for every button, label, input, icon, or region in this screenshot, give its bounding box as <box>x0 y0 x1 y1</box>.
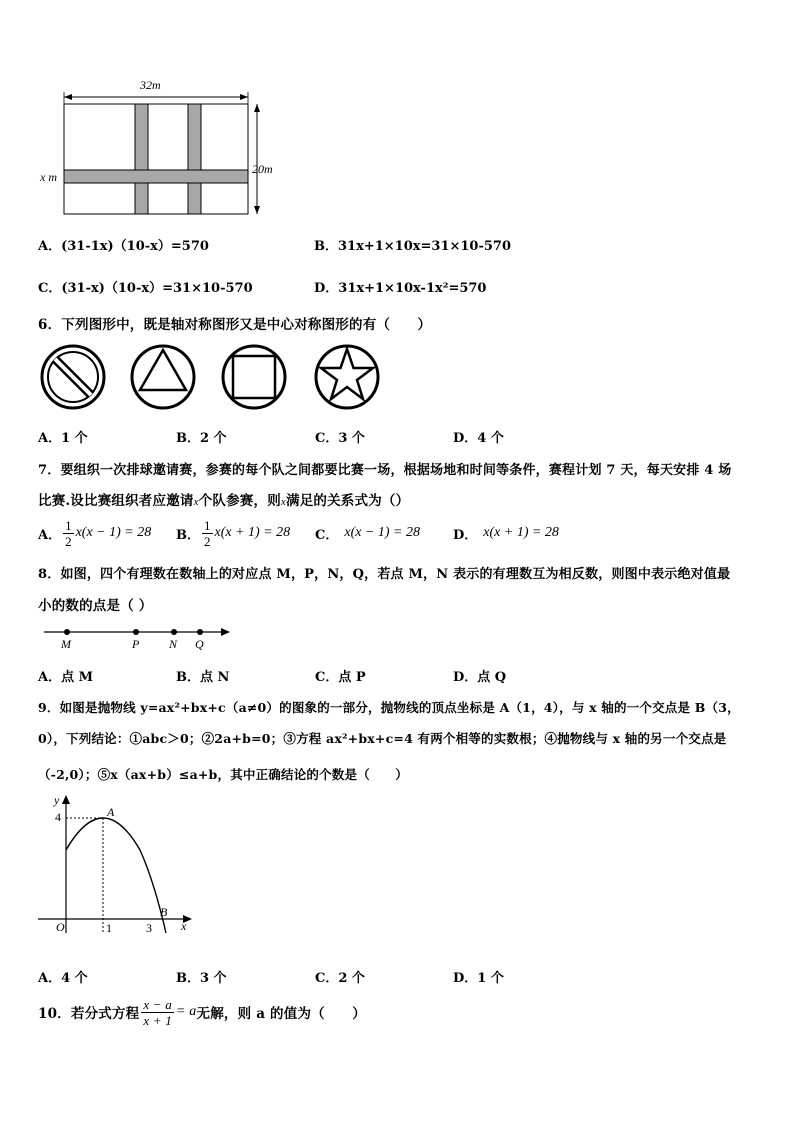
label-p: P <box>132 637 140 651</box>
point-q <box>197 629 203 635</box>
q9-parabola-graph <box>36 793 196 938</box>
point-n <box>171 629 177 635</box>
q9-option-d[interactable]: D．1 个 <box>453 971 504 986</box>
q6-option-c[interactable]: C．3 个 <box>315 431 365 446</box>
q7-option-d[interactable]: D． x(x + 1) = 28 <box>453 525 559 543</box>
q6-option-d[interactable]: D．4 个 <box>453 431 504 446</box>
y-tick-4: 4 <box>55 810 61 824</box>
road-width-label: x m <box>40 170 57 184</box>
q9-option-a[interactable]: A．4 个 <box>38 971 88 986</box>
q7-stem-line2: 比赛.设比赛组织者应邀请x个队参赛，则x满足的关系式为（） <box>38 493 410 509</box>
q5-option-d[interactable]: D．31x+1×10x-1x²=570 <box>314 281 487 296</box>
point-m <box>64 629 70 635</box>
height-label: 20m <box>252 162 273 176</box>
circle-with-bar-icon <box>42 346 104 408</box>
q8-stem-line1: 8．如图，四个有理数在数轴上的对应点 M，P，N，Q，若点 M，N 表示的有理数互为相反数，则图中表示绝对值最 <box>38 567 731 582</box>
rectangle-field-diagram <box>36 78 286 223</box>
q8-option-d[interactable]: D．点 Q <box>453 670 507 685</box>
label-m: M <box>61 637 71 651</box>
q8-option-a[interactable]: A．点 M <box>38 670 94 685</box>
q8-option-c[interactable]: C．点 P <box>315 670 366 685</box>
q6-option-b[interactable]: B．2 个 <box>176 431 227 446</box>
q8-option-b[interactable]: B．点 N <box>176 670 230 685</box>
width-label: 32m <box>140 78 161 92</box>
q7-option-a[interactable]: A． $\frac{1}{2}$ x(x − 1) = 28 <box>38 517 152 549</box>
q9-stem-line2: 0），下列结论：①abc＞0；②2a+b=0；③方程 ax²+bx+c=4 有两个相等的实数根；④抛物线与 x 轴的另一个交点是 <box>38 731 727 746</box>
parabola-curve <box>66 818 166 933</box>
q5-option-c[interactable]: C．(31-x)（10-x）=31×10-570 <box>38 281 253 296</box>
x-axis-label: x <box>181 919 187 933</box>
x-tick-3: 3 <box>146 921 152 935</box>
q10-stem: 10．若分式方程 $\frac{x - a}{x + 1}$ = a 无解，则 a 的值为（ ） <box>38 996 366 1028</box>
q8-number-line <box>40 620 240 654</box>
q5-option-a[interactable]: A．(31-1x)（10-x）=570 <box>38 239 209 254</box>
q5-option-b[interactable]: B．31x+1×10x=31×10-570 <box>314 239 511 254</box>
q7-option-c[interactable]: C． x(x − 1) = 28 <box>315 525 421 543</box>
q9-option-b[interactable]: B．3 个 <box>176 971 227 986</box>
q9-stem-line3: （-2,0）；⑤x（ax+b）≤a+b，其中正确结论的个数是（ ） <box>38 767 408 782</box>
circle-with-star-icon <box>316 346 378 408</box>
root-label: B <box>160 905 168 919</box>
point-p <box>133 629 139 635</box>
q9-option-c[interactable]: C．2 个 <box>315 971 365 986</box>
label-n: N <box>169 637 178 651</box>
q6-option-a[interactable]: A．1 个 <box>38 431 88 446</box>
q6-stem: 6．下列图形中，既是轴对称图形又是中心对称图形的有（ ） <box>38 317 432 333</box>
y-axis-label: y <box>54 793 60 807</box>
x-tick-1: 1 <box>106 921 112 935</box>
q5-figure <box>36 78 286 223</box>
vertex-label: A <box>107 805 115 819</box>
q9-stem-line1: 9．如图是抛物线 y=ax²+bx+c（a≠0）的图象的一部分，抛物线的顶点坐标是 A（1，4），与 x 轴的一个交点是 B（3， <box>38 700 740 715</box>
origin-label: O <box>56 920 65 934</box>
q7-option-b[interactable]: B． $\frac{1}{2}$ x(x + 1) = 28 <box>176 517 291 549</box>
circle-with-triangle-icon <box>132 346 194 408</box>
circle-with-square-icon <box>223 346 285 408</box>
q7-stem-line1: 7．要组织一次排球邀请赛，参赛的每个队之间都要比赛一场，根据场地和时间等条件，赛程计划 7 天，每天安排 4 场 <box>38 463 732 478</box>
q8-stem-line2: 小的数的点是（ ） <box>38 598 153 614</box>
label-q: Q <box>195 637 204 651</box>
q6-figures <box>36 340 386 414</box>
